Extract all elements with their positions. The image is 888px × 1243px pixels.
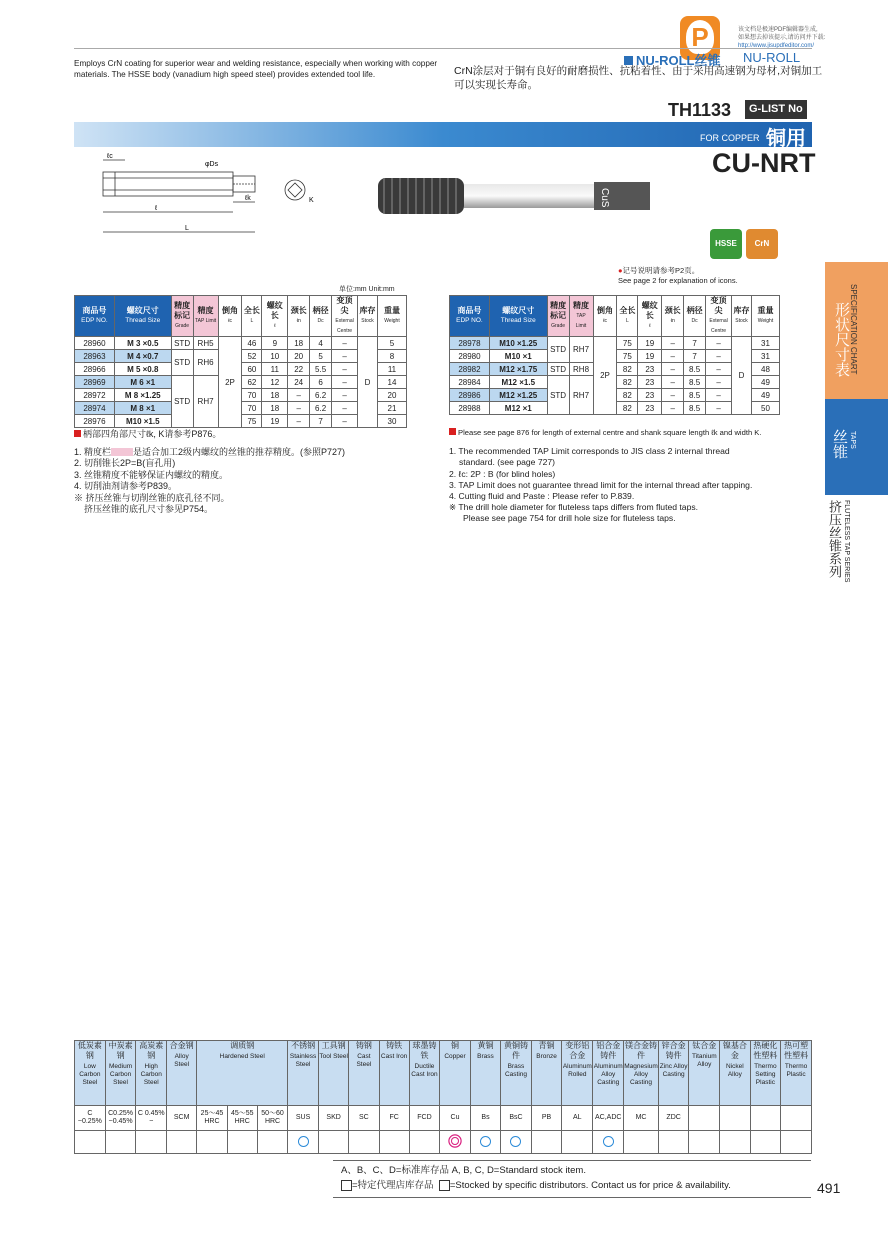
glist-label: G-LIST No [745,100,807,119]
edp-cell: 28966 [75,363,115,376]
material-code: 50～60 HRC [257,1106,287,1131]
length-cell: 75 [617,350,638,363]
suitability-cell [257,1131,287,1154]
material-header: 钛合金 Titanium Alloy [689,1041,720,1106]
suitable-circle-icon [298,1136,309,1147]
suitability-cell [781,1131,812,1154]
length-cell: 46 [242,337,262,350]
thread-cell: M 3 ×0.5 [114,337,171,350]
weight-cell: 8 [377,350,406,363]
table-row [75,337,407,350]
weight-cell: 49 [751,376,779,389]
suitability-cell [689,1131,720,1154]
material-header: 热硬化性塑料 Thermo Setting Plastic [750,1041,781,1106]
suitable-circle-icon [510,1136,521,1147]
material-code: SCM [167,1106,197,1131]
neck-length-cell: 20 [288,350,310,363]
neck-length-cell: 22 [288,363,310,376]
material-header: 调质钢 Hardened Steel [197,1041,288,1106]
external-centre-cell: – [332,337,358,350]
weight-cell: 30 [377,415,406,428]
notes-english: Please see page 876 for length of external centre and shank square length ℓk and width K. 1. The recommended TAP Limit corresponds to JIS class 2 internal thread standard. (see page 727) 2. ℓc: 2P : B (for blind holes) 3. TAP Limit does not guarantee thread limit for the internal thread after tapping. 4. Cutting fluid and Paste : Please refer to P.839. ※ The drill hole diameter for fluteless taps differs from fluted taps. Please see page 754 for drill hole size for fluteless taps. [449,428,762,524]
material-code: C ~0.25% [75,1106,106,1131]
thread-length-cell: 11 [262,363,288,376]
lc-cell: 2P [218,337,242,428]
material-code: SKD [318,1106,348,1131]
suitability-cell [136,1131,167,1154]
thread-cell: M 8 ×1 [114,402,171,415]
length-cell: 70 [242,389,262,402]
crn-badge: CrN [746,229,778,259]
red-square-icon [74,430,81,437]
material-code: AL [562,1106,593,1131]
weight-cell: 31 [751,350,779,363]
thread-length-cell: 18 [262,402,288,415]
neck-length-cell: – [662,363,684,376]
material-header: 不锈钢 Stainless Steel [288,1041,319,1106]
edp-cell: 28974 [75,402,115,415]
pink-swatch [111,448,133,456]
length-cell: 75 [617,337,638,350]
best-double-circle-icon [451,1137,459,1145]
thread-cell: M10 ×1.5 [114,415,171,428]
material-code: AC,ADC [593,1106,624,1131]
thread-length-cell: 19 [262,415,288,428]
neck-length-cell: 24 [288,376,310,389]
edp-cell: 28978 [450,337,490,350]
suitability-cell [470,1131,500,1154]
suitability-cell [227,1131,257,1154]
notes-chinese: 柄部四角部尺寸ℓk, K请参考P876。 1. 精度栏 是适合加工2级内螺纹的丝锥的推荐精度。(参照P727) 2. 切削锥长2P=B(盲孔用) 3. 丝锥精度不能够保证内螺纹的精度。 4. 切削油剂请参考P839。 ※ 挤压丝锥与切削丝锥的底孔径不同。 挤压丝锥的底孔尺寸参见P754。 [74,429,346,514]
material-code: 25～45 HRC [197,1106,227,1131]
grade-cell: STD [547,337,569,363]
stock-cell: D [358,337,378,428]
weight-cell: 11 [377,363,406,376]
for-copper-label: FOR COPPER [700,133,760,143]
l-label: ℓ [155,205,158,212]
suitability-cell [501,1131,532,1154]
shank-dia-cell: 4 [310,337,332,350]
suitability-cell [750,1131,781,1154]
ds-label: φDs [205,161,219,168]
material-code: Cu [440,1106,471,1131]
tap-limit-cell: RH7 [569,337,593,363]
material-header: 黄铜 Brass [470,1041,500,1106]
edp-cell: 28972 [75,389,115,402]
weight-cell: 14 [377,376,406,389]
table-row [450,337,780,350]
material-code: Bs [470,1106,500,1131]
hsse-badge: HSSE [710,229,742,259]
empty-box-icon [341,1180,352,1191]
material-code: 45～55 HRC [227,1106,257,1131]
grade-cell: STD [171,350,193,376]
tap-limit-cell: RH8 [569,363,593,376]
thread-cell: M 4 ×0.7 [114,350,171,363]
series-label-en: NU-ROLL [743,50,801,65]
shank-dia-cell: 8.5 [684,376,706,389]
weight-cell: 50 [751,402,779,415]
lc-cell: 2P [593,337,617,415]
neck-length-cell: – [662,337,684,350]
material-code: SUS [288,1106,319,1131]
suitability-cell [379,1131,409,1154]
edp-cell: 28988 [450,402,490,415]
series-en-vertical: FLUTELESS TAP SERIES [843,500,850,583]
length-cell: 82 [617,363,638,376]
suitability-cell [624,1131,659,1154]
L-label: L [185,225,189,232]
material-header: 中炭素钢 Medium Carbon Steel [105,1041,136,1106]
neck-length-cell: – [288,402,310,415]
thread-cell: M 6 ×1 [114,376,171,389]
external-centre-cell: – [332,376,358,389]
thread-cell: M10 ×1 [489,350,547,363]
stock-legend: A、B、C、D=标准库存品 A, B, C, D=Standard stock item. =特定代理店库存品 =Stocked by specific distributors. Contact us for price & availability. [333,1160,811,1198]
series-label: NU-ROLL丝锥 [624,50,721,69]
side-tab-spec-chart[interactable]: SPECIFICATION CHART 形状尺寸表 [825,262,888,399]
thread-cell: M10 ×1.25 [489,337,547,350]
material-header: 青铜 Bronze [531,1041,562,1106]
weight-cell: 31 [751,337,779,350]
material-code: BsC [501,1106,532,1131]
grade-cell: STD [171,376,193,428]
material-header: 铜 Copper [440,1041,471,1106]
suitability-cell [349,1131,379,1154]
external-centre-cell: – [706,363,732,376]
thread-length-cell: 23 [638,363,662,376]
tap-dimension-drawing [95,152,335,244]
lk-label: ℓk [245,195,251,202]
shank-dia-cell: 8.5 [684,363,706,376]
material-code: FC [379,1106,409,1131]
material-header: 镁合金铸件 Magnesium Alloy Casting [624,1041,659,1106]
material-code: MC [624,1106,659,1131]
thread-length-cell: 23 [638,376,662,389]
material-header: 低炭素钢 Low Carbon Steel [75,1041,106,1106]
product-name: CU-NRT [712,148,816,178]
length-cell: 60 [242,363,262,376]
thread-length-cell: 19 [638,350,662,363]
intro-chinese: CrN涂层对于铜有良好的耐磨损性、抗粘着性、由于采用高速钢为母材,对铜加工可以实现长寿命。 [454,65,823,91]
neck-length-cell: – [288,389,310,402]
shank-dia-cell: 5.5 [310,363,332,376]
edp-cell: 28984 [450,376,490,389]
weight-cell: 5 [377,337,406,350]
K-label: K [309,197,314,204]
icon-note: ●记号说明请参考P2页。 See page 2 for explanation of icons. [618,266,738,285]
weight-cell: 21 [377,402,406,415]
material-code: FCD [409,1106,440,1131]
suitability-cell [562,1131,593,1154]
material-table [74,1040,812,1154]
external-centre-cell: – [332,363,358,376]
feature-badges [710,229,782,259]
series-zh-vertical: 挤压丝锥系列 [827,500,842,578]
suitability-cell [318,1131,348,1154]
external-centre-cell: – [706,376,732,389]
tap-limit-cell: RH6 [193,350,218,376]
suitability-cell [593,1131,624,1154]
shank-dia-cell: 6.2 [310,402,332,415]
external-centre-cell: – [332,415,358,428]
tap-product-image [370,172,660,220]
weight-cell: 49 [751,389,779,402]
material-code: ZDC [658,1106,689,1131]
material-code: C0.25% ~0.45% [105,1106,136,1131]
length-cell: 82 [617,376,638,389]
suitability-cell [105,1131,136,1154]
shank-dia-cell: 7 [684,350,706,363]
top-rule [74,48,812,49]
shank-dia-cell: 8.5 [684,402,706,415]
watermark-text: 该文档是极速PDF编辑器生成, 如果想去掉该提示,请访问并下载: http://www.jisupdfeditor.com/ [738,27,826,49]
thread-length-cell: 9 [262,337,288,350]
unit-note: 单位:mm Unit:mm [339,286,395,293]
suitability-cell [531,1131,562,1154]
side-tab-taps[interactable]: 丝锥 TAPS [825,399,888,495]
material-code: C 0.45% ~ [136,1106,167,1131]
external-centre-cell: – [332,350,358,363]
material-header: 镍基合金 Nickel Alloy [720,1041,750,1106]
tap-limit-cell: RH7 [193,376,218,428]
material-code: SC [349,1106,379,1131]
weight-cell: 48 [751,363,779,376]
neck-length-cell: 18 [288,337,310,350]
material-header: 合金钢 Alloy Steel [167,1041,197,1106]
suitable-circle-icon [480,1136,491,1147]
neck-length-cell: – [662,402,684,415]
thread-cell: M12 ×1.5 [489,376,547,389]
red-square-icon [449,428,456,435]
suitability-cell [288,1131,319,1154]
thread-length-cell: 12 [262,376,288,389]
length-cell: 75 [242,415,262,428]
suitability-cell [75,1131,106,1154]
tap-limit-cell: RH5 [193,337,218,350]
edp-cell: 28960 [75,337,115,350]
external-centre-cell: – [706,337,732,350]
thread-cell: M 5 ×0.8 [114,363,171,376]
thread-length-cell: 19 [638,337,662,350]
external-centre-cell: – [706,402,732,415]
external-centre-cell: – [332,402,358,415]
spec-table-left: 商品号 EDP NO. 螺纹尺寸 Thread Size 精度标记 Grade 精度 TAP Limit 倒角 ℓc 全长 L 螺纹长 ℓ 颈长 ℓn 柄径 Dc 变顶尖 External Centre 库存 Stock 重量 Weight 28960 M 3 ×0.5 STD RH5 2P 46 9 18 4 – D 5 28963 M 4 ×0.7 STD RH6 52 10 20 5 – 8 28966 M 5 ×0.8 60 11 22 5.5 – 11 28969 M 6 ×1 STD RH7 62 12 24 6 – 14 28972 M 8 ×1.25 70 18 – 6.2 – 20 28974 M 8 ×1 70 18 – 6.2 – 21 28976 M10 ×1.5 75 19 – 7 – 30 [74,295,407,428]
suitability-cell [720,1131,750,1154]
spec-table-right: 商品号 EDP NO. 螺纹尺寸 Thread Size 精度标记 Grade 精度 TAP Limit 倒角 ℓc 全长 L 螺纹长 ℓ 颈长 ℓn 柄径 Dc 变顶尖 External Centre 库存 Stock 重量 Weight 28978 M10 ×1.25 STD RH7 2P 75 19 – 7 – D 31 28980 M10 ×1 75 19 – 7 – 31 28982 M12 ×1.75 STD RH8 82 23 – 8.5 – 48 28984 M12 ×1.5 STD RH7 82 23 – 8.5 – 49 28986 M12 ×1.25 82 23 – 8.5 – 49 28988 M12 ×1 82 23 – 8.5 – 50 [449,295,780,415]
material-header: 热可塑性塑料 Thermo Plastic [781,1041,812,1106]
length-cell: 82 [617,389,638,402]
shank-dia-cell: 8.5 [684,389,706,402]
thread-cell: M 8 ×1.25 [114,389,171,402]
length-cell: 52 [242,350,262,363]
shank-dia-cell: 6 [310,376,332,389]
watermark-logo: P [680,16,720,60]
length-cell: 62 [242,376,262,389]
suitability-cell [409,1131,440,1154]
material-header: 锌合金铸件 Zinc Alloy Casting [658,1041,689,1106]
edp-cell: 28980 [450,350,490,363]
lc-label: ℓc [107,153,113,160]
material-header: 铸钢 Cast Steel [349,1041,379,1106]
grade-cell: STD [547,363,569,376]
material-code: PB [531,1106,562,1131]
material-header: 高炭素钢 High Carbon Steel [136,1041,167,1106]
length-cell: 82 [617,402,638,415]
external-centre-cell: – [706,389,732,402]
neck-length-cell: – [288,415,310,428]
edp-cell: 28969 [75,376,115,389]
neck-length-cell: – [662,376,684,389]
material-header: 变形铝合金 Aluminum Rolled [562,1041,593,1106]
thread-length-cell: 18 [262,389,288,402]
suitable-circle-icon [603,1136,614,1147]
weight-cell: 20 [377,389,406,402]
empty-box-icon [439,1180,450,1191]
suitability-cell [167,1131,197,1154]
product-code: TH1133 [668,100,732,120]
shank-dia-cell: 7 [310,415,332,428]
page-number: 491 [817,1180,841,1196]
thread-cell: M12 ×1.75 [489,363,547,376]
suitability-cell [197,1131,227,1154]
material-header: 球墨铸铁 Ductile Cast Iron [409,1041,440,1106]
thread-cell: M12 ×1.25 [489,389,547,402]
neck-length-cell: – [662,389,684,402]
thread-length-cell: 23 [638,389,662,402]
suitability-cell [440,1131,471,1154]
material-header: 铸铁 Cast Iron [379,1041,409,1106]
external-centre-cell: – [706,350,732,363]
tap-limit-cell: RH7 [569,376,593,415]
edp-cell: 28982 [450,363,490,376]
thread-length-cell: 10 [262,350,288,363]
for-copper-zh: 铜用 [766,128,806,150]
intro-english: Employs CrN coating for superior wear and welding resistance, especially when working with copper materials. The HSSE body (vanadium high speed steel) provides extended tool life. [74,59,438,79]
shank-dia-cell: 5 [310,350,332,363]
edp-cell: 28976 [75,415,115,428]
edp-cell: 28986 [450,389,490,402]
material-header: 工具钢 Tool Steel [318,1041,348,1106]
material-code [781,1106,812,1131]
material-header: 铝合金铸件 Aluminum Alloy Casting [593,1041,624,1106]
material-code [720,1106,750,1131]
material-code [689,1106,720,1131]
neck-length-cell: – [662,350,684,363]
shank-dia-cell: 6.2 [310,389,332,402]
grade-cell: STD [547,376,569,415]
thread-length-cell: 23 [638,402,662,415]
stock-cell: D [732,337,752,415]
thread-cell: M12 ×1 [489,402,547,415]
external-centre-cell: – [332,389,358,402]
material-code [750,1106,781,1131]
grade-cell: STD [171,337,193,350]
material-header: 黄铜铸件 Brass Casting [501,1041,532,1106]
edp-cell: 28963 [75,350,115,363]
shank-dia-cell: 7 [684,337,706,350]
tool-mark: CuS [599,188,610,208]
length-cell: 70 [242,402,262,415]
suitability-cell [658,1131,689,1154]
